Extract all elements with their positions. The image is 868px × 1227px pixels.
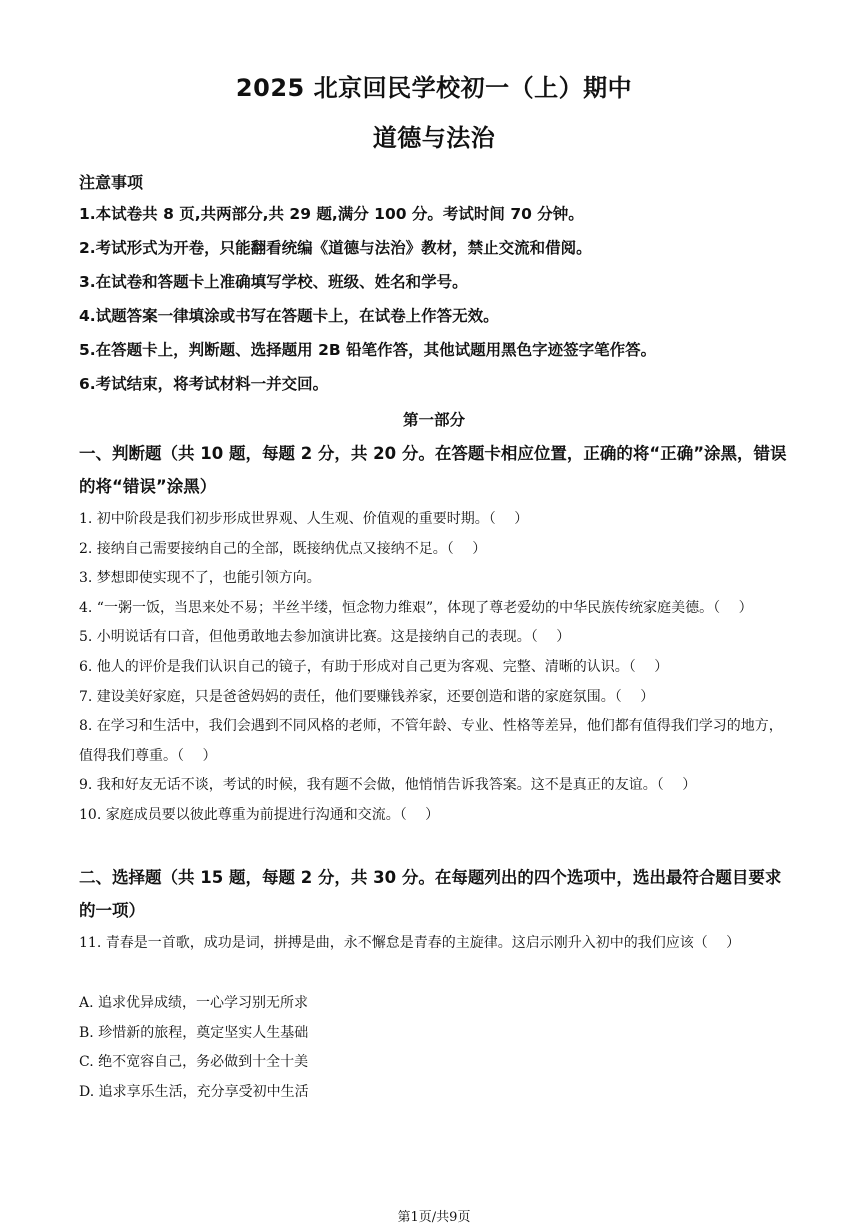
question11-options bbox=[79, 989, 309, 1107]
section2-heading: 二、选择题（共 15 题，每题 2 分，共 30 分。在每题列出的四个选项中，选出最符合题目要求的一项） bbox=[79, 868, 782, 920]
notice-item: 5.在答题卡上，判断题、选择题用 2B 铅笔作答，其他试题用黑色字迹签字笔作答。 bbox=[79, 341, 657, 359]
notice-item: 2.考试形式为开卷，只能翻看统编《道德与法治》教材，禁止交流和借阅。 bbox=[79, 239, 592, 257]
notice-item: 6.考试结束，将考试材料一并交回。 bbox=[79, 375, 329, 393]
question-item: 5. 小明说话有口音，但他勇敢地去参加演讲比赛。这是接纳自己的表现。（ ） bbox=[79, 629, 571, 646]
option-b: B. 珍惜新的旅程，奠定坚实人生基础 bbox=[79, 1024, 309, 1041]
exam-subject: 道德与法治 bbox=[372, 124, 496, 152]
notice-item: 1.本试卷共 8 页,共两部分,共 29 题,满分 100 分。考试时间 70 分钟。 bbox=[79, 205, 584, 223]
page-footer: 第1页/共9页 bbox=[397, 1210, 471, 1225]
exam-title: 2025 北京回民学校初一（上）期中 bbox=[235, 74, 633, 102]
question-item: 3. 梦想即使实现不了，也能引领方向。 bbox=[79, 570, 321, 587]
question-item: 4. “一粥一饭，当思来处不易；半丝半缕，恒念物力维艰”，体现了尊老爱幼的中华民族传统家庭美德。（ ） bbox=[79, 599, 753, 616]
option-d: D. 追求享乐生活，充分享受初中生活 bbox=[79, 1083, 309, 1100]
question-item: 2. 接纳自己需要接纳自己的全部，既接纳优点又接纳不足。（ ） bbox=[79, 540, 487, 557]
notice-item: 4.试题答案一律填涂或书写在答题卡上，在试卷上作答无效。 bbox=[79, 307, 499, 325]
notice-heading: 注意事项 bbox=[79, 173, 144, 192]
option-a: A. 追求优异成绩，一心学习别无所求 bbox=[79, 995, 309, 1011]
question-stem: 11. 青春是一首歌，成功是词，拼搏是曲，永不懈怠是青春的主旋律。这启示刚升入初中的我们应该（ ） bbox=[79, 935, 741, 951]
question-item: 6. 他人的评价是我们认识自己的镜子，有助于形成对自己更为客观、完整、清晰的认识。（ ） bbox=[79, 658, 669, 675]
section1-heading: 一、判断题（共 10 题，每题 2 分，共 20 分。在答题卡相应位置，正确的将“正确”涂黑，错误的将“错误”涂黑） bbox=[79, 444, 787, 496]
question-item: 8. 在学习和生活中，我们会遇到不同风格的老师，不管年龄、专业、性格等差异，他们都有值得我们学习的地方，值得我们尊重。（ ） bbox=[79, 718, 783, 764]
question-item: 10. 家庭成员要以彼此尊重为前提进行沟通和交流。（ ） bbox=[79, 806, 440, 823]
question-item: 9. 我和好友无话不谈，考试的时候，我有题不会做，他悄悄告诉我答案。这不是真正的友谊。（ ） bbox=[79, 777, 697, 794]
notice-list bbox=[79, 204, 799, 408]
notice-item: 3.在试卷和答题卡上准确填写学校、班级、姓名和学号。 bbox=[79, 273, 468, 291]
part-title: 第一部分 bbox=[402, 411, 465, 429]
option-c: C. 绝不宽容自己，务必做到十全十美 bbox=[79, 1054, 309, 1071]
question-item: 1. 初中阶段是我们初步形成世界观、人生观、价值观的重要时期。（ ） bbox=[79, 511, 529, 527]
section2-questions bbox=[79, 929, 794, 959]
question-item: 7. 建设美好家庭，只是爸爸妈妈的责任，他们要赚钱养家，还要创造和谐的家庭氛围。（ ） bbox=[79, 688, 655, 705]
section1-questions bbox=[79, 505, 794, 831]
